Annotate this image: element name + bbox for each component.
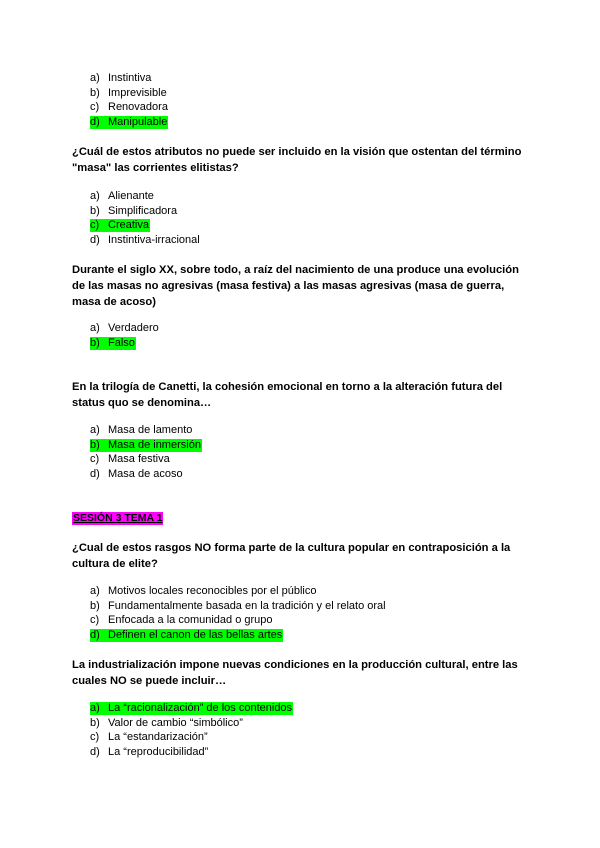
correct-highlight	[90, 439, 202, 452]
option-letter: a)	[90, 190, 100, 202]
question-2-options	[90, 321, 159, 350]
option-q5-c	[90, 730, 293, 745]
option-text: Verdadero	[108, 322, 159, 334]
option-text: Instintiva	[108, 72, 152, 84]
section-title: SESIÓN 3 TEMA 1	[73, 512, 163, 524]
option-q5-a-correct	[90, 701, 293, 716]
option-text: La “racionalización” de los contenidos	[108, 702, 293, 714]
option-q1-b	[90, 204, 200, 219]
option-letter: b)	[90, 204, 100, 217]
option-letter: c)	[90, 453, 100, 466]
question-3-options	[90, 423, 202, 482]
question-4-options	[90, 584, 386, 643]
option-letter: c)	[90, 101, 100, 114]
option-text: Manipulable	[108, 116, 168, 129]
question-5: La industrialización impone nuevas condiciones en la producción cultural, entre las cuales NO se puede incluir…	[72, 659, 518, 687]
option-q4-a	[90, 584, 386, 599]
option-letter: c)	[90, 614, 100, 627]
option-letter: d)	[90, 116, 100, 129]
option-top-a	[90, 71, 168, 86]
question-5-options	[90, 701, 293, 760]
option-q3-d	[90, 467, 202, 482]
option-q3-c	[90, 452, 202, 467]
option-text: Masa de inmersión	[108, 438, 201, 451]
option-text: Masa de acoso	[108, 468, 183, 481]
option-q5-d	[90, 745, 293, 760]
question-1-options	[90, 189, 200, 248]
option-text: Instintiva-irracional	[108, 234, 200, 247]
option-text: Simplificadora	[108, 204, 178, 217]
option-text: Renovadora	[108, 101, 168, 114]
option-q2-b-correct	[90, 336, 159, 351]
option-top-b	[90, 86, 168, 101]
option-text: Falso	[108, 336, 135, 349]
correct-highlight	[90, 337, 136, 350]
option-text: Alienante	[108, 190, 154, 202]
correct-highlight	[90, 629, 283, 642]
option-letter: a)	[90, 585, 100, 597]
option-text: La “estandarización”	[108, 731, 208, 744]
correct-highlight	[90, 116, 168, 129]
option-text: Fundamentalmente basada en la tradición y el relato oral	[108, 599, 386, 612]
option-letter: b)	[90, 599, 100, 612]
option-q1-d	[90, 233, 200, 248]
option-text: Motivos locales reconocibles por el público	[108, 585, 317, 597]
option-text: Masa festiva	[108, 453, 170, 466]
option-q4-c	[90, 613, 386, 628]
option-letter: c)	[90, 731, 100, 744]
option-q4-b	[90, 599, 386, 614]
question-3: En la trilogía de Canetti, la cohesión emocional en torno a la alteración futura del status quo se denomina…	[72, 381, 503, 409]
option-text: La “reproducibilidad”	[108, 746, 209, 759]
question-2: Durante el siglo XX, sobre todo, a raíz del nacimiento de una produce una evolución de las masas no agresivas (masa festiva) a las masas agresivas (masa de guerra, masa de acoso)	[72, 264, 519, 308]
option-letter: a)	[90, 322, 100, 334]
option-text: Definen el canon de las bellas artes	[108, 629, 283, 642]
option-letter: b)	[90, 86, 100, 99]
option-text: Masa de lamento	[108, 424, 193, 436]
option-letter: d)	[90, 468, 100, 481]
option-q3-b-correct	[90, 438, 202, 453]
option-letter: b)	[90, 336, 100, 349]
option-letter: a)	[90, 424, 100, 436]
option-q5-b	[90, 716, 293, 731]
option-text: Valor de cambio “simbólico”	[108, 716, 243, 729]
option-q3-a	[90, 423, 202, 438]
option-text: Enfocada a la comunidad o grupo	[108, 614, 273, 627]
question-4: ¿Cual de estos rasgos NO forma parte de la cultura popular en contraposición a la cultura de elite?	[72, 542, 511, 570]
option-text: Imprevisible	[108, 86, 167, 99]
option-letter: d)	[90, 234, 100, 247]
correct-highlight	[90, 219, 150, 232]
option-letter: a)	[90, 72, 100, 84]
correct-highlight	[90, 702, 293, 715]
option-letter: a)	[90, 702, 100, 714]
option-letter: b)	[90, 438, 100, 451]
option-letter: d)	[90, 746, 100, 759]
option-q1-a	[90, 189, 200, 204]
option-top-d-correct	[90, 115, 168, 130]
option-letter: b)	[90, 716, 100, 729]
question-1: ¿Cuál de estos atributos no puede ser incluido en la visión que ostentan del término "masa" las corrientes elitistas?	[72, 146, 522, 174]
option-text: Creativa	[108, 219, 149, 232]
option-q2-a	[90, 321, 159, 336]
option-q1-c-correct	[90, 218, 200, 233]
option-q4-d-correct	[90, 628, 386, 643]
option-top-c	[90, 100, 168, 115]
top-options-list	[90, 71, 168, 130]
option-letter: d)	[90, 629, 100, 642]
option-letter: c)	[90, 219, 100, 232]
